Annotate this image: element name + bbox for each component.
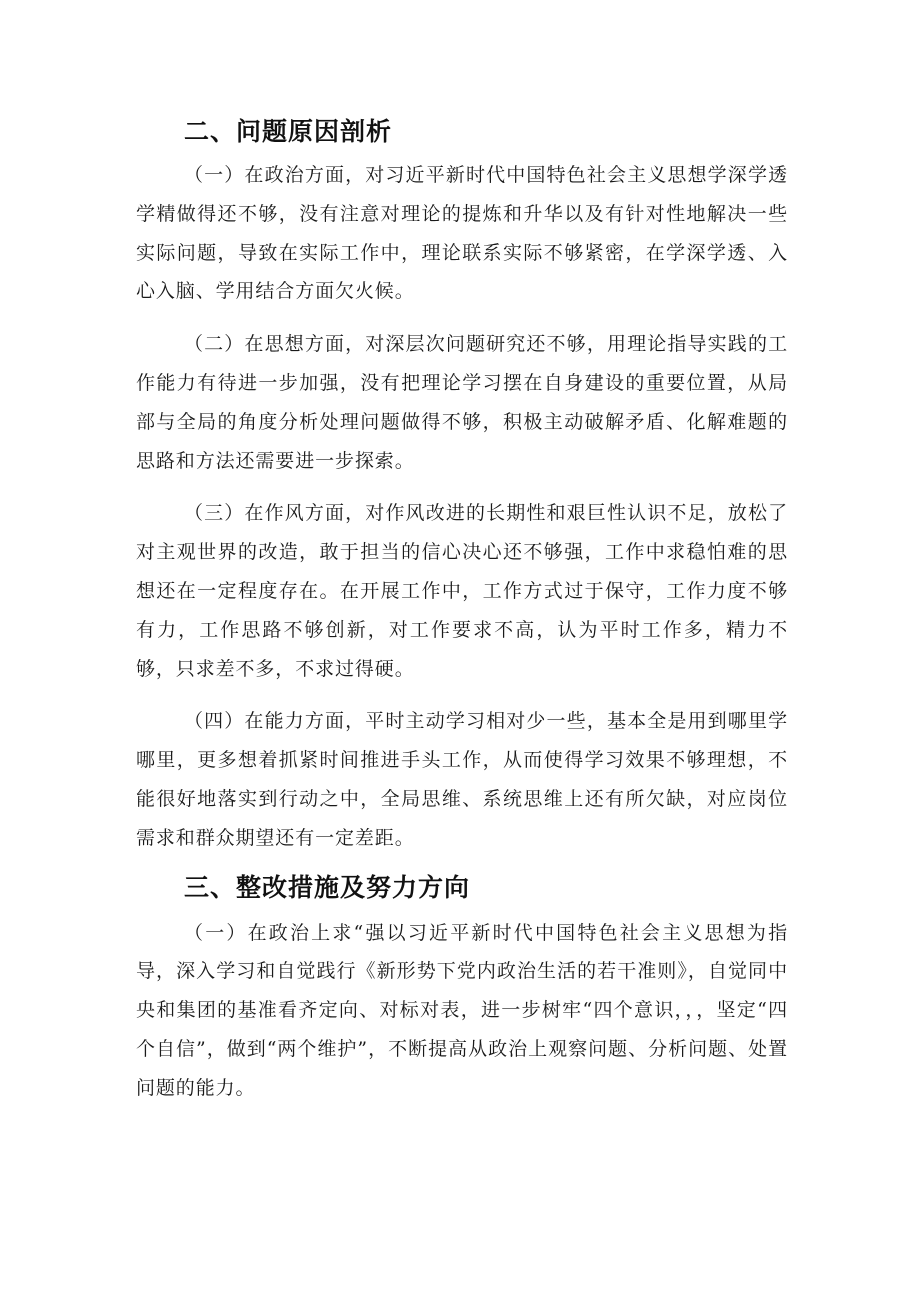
document-body — [136, 112, 788, 1108]
paragraph-ability-aspect: （四）在能力方面，平时主动学习相对少一些，基本全是用到哪里学哪里，更多想着抓紧时间推进手头工作，从而使得学习效果不够理想，不能很好地落实到行动之中，全局思维、系统思维上还有所欠缺，对应岗位需求和群众期望还有一定差距。 — [136, 710, 788, 849]
paragraph-political-aspect: （一）在政治方面，对习近平新时代中国特色社会主义思想学深学透学精做得还不够，没有注意对理论的提炼和升华以及有针对性地解决一些实际问题，导致在实际工作中，理论联系实际不够紧密，在学深学透、入心入脑、学用结合方面欠火候。 — [136, 164, 788, 303]
paragraph-work-style-aspect: （三）在作风方面，对作风改进的长期性和艰巨性认识不足，放松了对主观世界的改造，敢于担当的信心决心还不够强，工作中求稳怕难的思想还在一定程度存在。在开展工作中，工作方式过于保守，工作力度不够有力，工作思路不够创新，对工作要求不高，认为平时工作多，精力不够，只求差不多，不求过得硬。 — [136, 502, 788, 680]
paragraph-ideological-aspect: （二）在思想方面，对深层次问题研究还不够，用理论指导实践的工作能力有待进一步加强，没有把理论学习摆在自身建设的重要位置，从局部与全局的角度分析处理问题做得不够，积极主动破解矛盾、化解难题的思路和方法还需要进一步探索。 — [136, 333, 788, 472]
paragraph-political-measures: （一）在政治上求“强以习近平新时代中国特色社会主义思想为指导，深入学习和自觉践行《新形势下党内政治生活的若干准则》，自觉同中央和集团的基准看齐定向、对标对表，进一步树牢“四个意识，，，坚定“四个自信”，做到“两个维护”，不断提高从政治上观察问题、分析问题、处置问题的能力。 — [136, 921, 788, 1099]
section-heading-problem-analysis: 二、问题原因剖析 — [184, 117, 393, 146]
section-heading-rectification-measures: 三、整改措施及努力方向 — [184, 872, 471, 902]
